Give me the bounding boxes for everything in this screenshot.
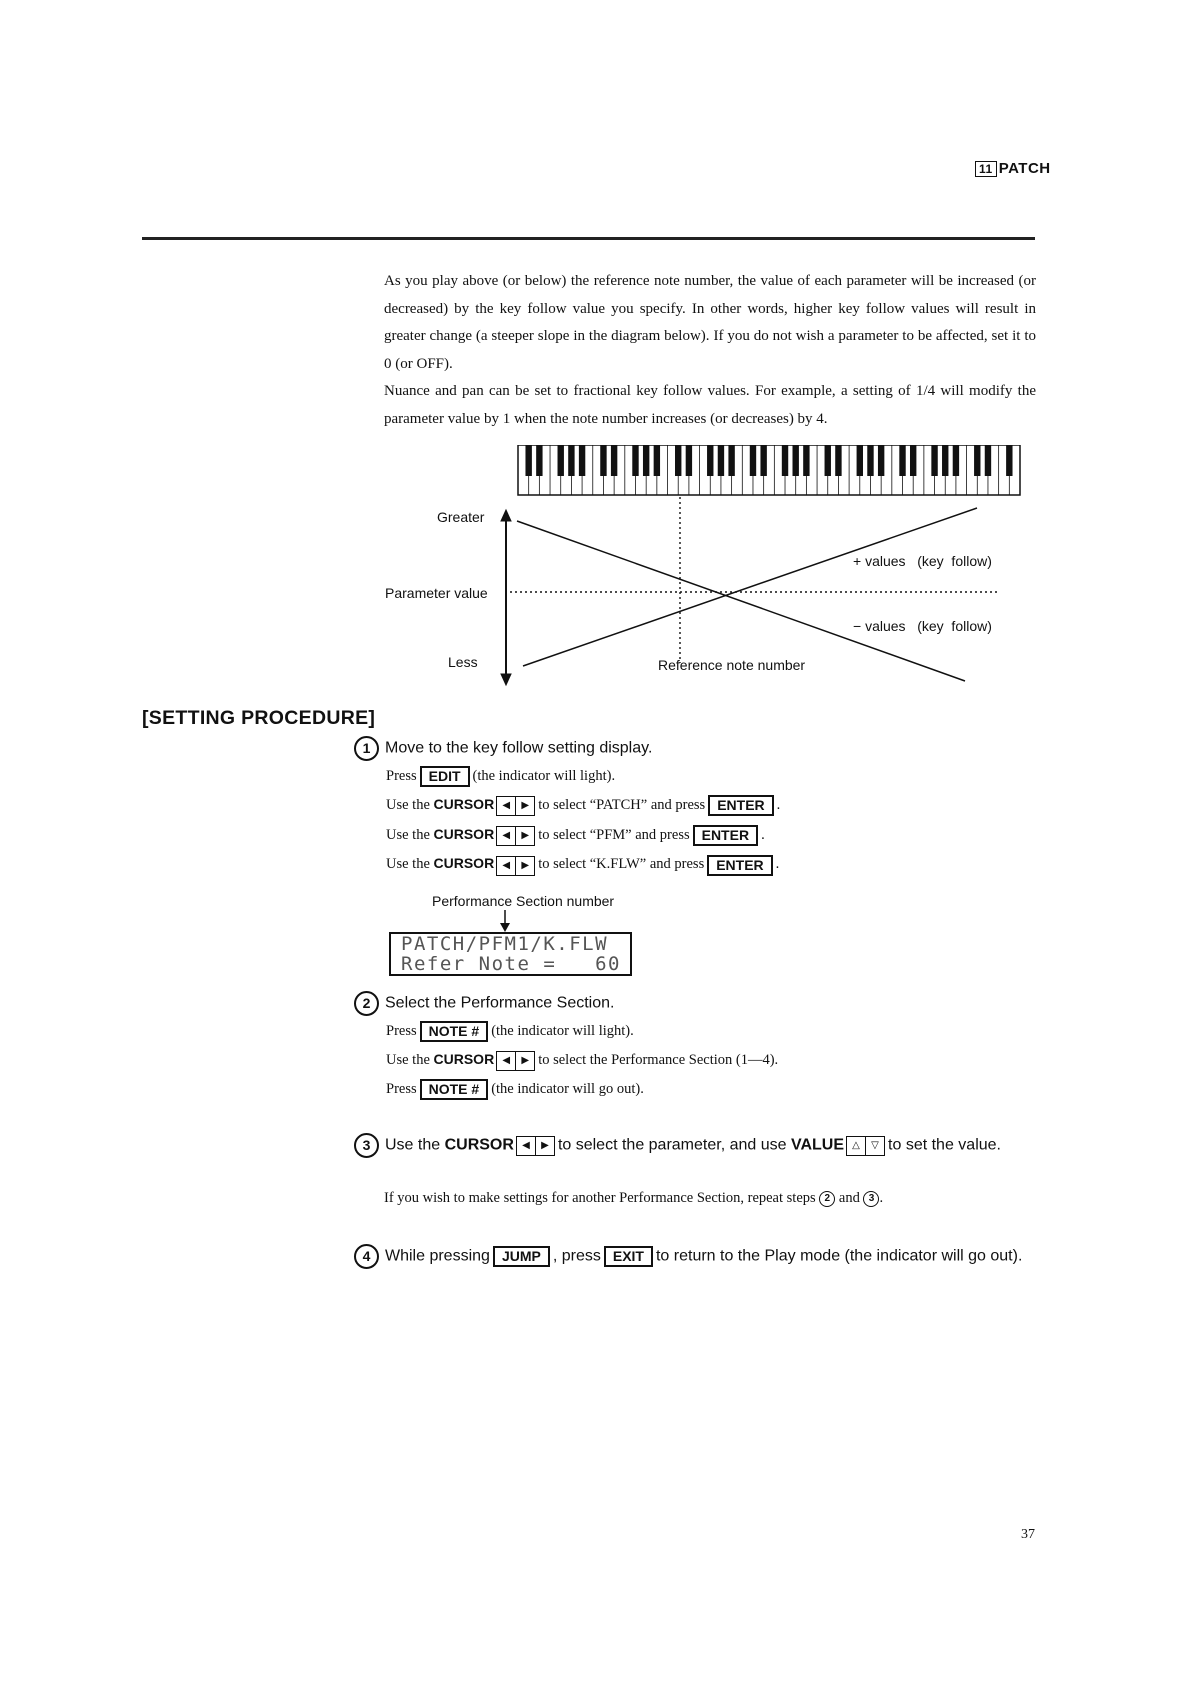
cursor-right-icon: ▶ xyxy=(515,796,535,816)
black-key xyxy=(728,445,734,476)
step-2-text: Select the Performance Section. xyxy=(385,994,615,1012)
cursor-right-icon: ▶ xyxy=(515,1051,535,1071)
black-key xyxy=(857,445,863,476)
up-arrow-icon xyxy=(501,510,511,521)
step-2-heading xyxy=(354,991,614,1016)
step-1-line-4: Use the CURSOR ◀ ▶ to select “K.FLW” and press ENTER . xyxy=(386,849,780,879)
black-key xyxy=(750,445,756,476)
black-key xyxy=(675,445,681,476)
keyboard-illustration xyxy=(518,445,1020,495)
cursor-right-icon: ▶ xyxy=(515,826,535,846)
black-key xyxy=(579,445,585,476)
value-down-icon: ▽ xyxy=(865,1136,885,1156)
black-key xyxy=(931,445,937,476)
black-key xyxy=(803,445,809,476)
plus-values-line xyxy=(523,508,977,666)
black-key xyxy=(536,445,542,476)
label-plus-values: + values (key follow) xyxy=(853,553,992,569)
black-key xyxy=(825,445,831,476)
lcd-caption: Performance Section number xyxy=(432,893,615,909)
procedure-title: [SETTING PROCEDURE] xyxy=(142,707,376,729)
cursor-keys xyxy=(497,1047,535,1075)
label-parameter-value: Parameter value xyxy=(385,585,488,601)
label-minus-values: − values (key follow) xyxy=(853,618,992,634)
down-arrow-icon xyxy=(501,674,511,685)
intro-text xyxy=(384,268,1036,433)
step-3: 3 Use the CURSOR ◀ ▶ to select the parameter, and use VALUE △ ▽ to set the value. xyxy=(354,1133,1001,1158)
value-keys xyxy=(847,1136,885,1156)
black-key xyxy=(1006,445,1012,476)
section-header xyxy=(975,160,1051,177)
black-key xyxy=(558,445,564,476)
black-key xyxy=(878,445,884,476)
black-key xyxy=(782,445,788,476)
step-2-line-3: Press NOTE # (the indicator will go out). xyxy=(386,1075,778,1103)
cursor-left-icon: ◀ xyxy=(516,1136,536,1156)
cursor-right-icon: ▶ xyxy=(535,1136,555,1156)
black-key xyxy=(600,445,606,476)
black-key xyxy=(568,445,574,476)
cursor-left-icon: ◀ xyxy=(496,1051,516,1071)
down-arrow-icon xyxy=(498,910,512,932)
step-2-number: 2 xyxy=(354,991,379,1016)
step-ref-3: 3 xyxy=(863,1191,879,1207)
repeat-note: If you wish to make settings for another Performance Section, repeat steps 2 and 3 . xyxy=(384,1190,884,1206)
enter-key: ENTER xyxy=(707,855,772,876)
label-greater: Greater xyxy=(437,509,485,525)
step-1-line-1: Press EDIT (the indicator will light). xyxy=(386,762,780,790)
black-key xyxy=(611,445,617,476)
step-1-instructions xyxy=(386,762,780,879)
step-1-line-3: Use the CURSOR ◀ ▶ to select “PFM” and press ENTER . xyxy=(386,820,780,850)
cursor-right-icon: ▶ xyxy=(515,856,535,876)
intro-paragraph-2: Nuance and pan can be set to fractional key follow values. For example, a setting of 1/4 will modify the parameter value by 1 when the note number increases (or decreases) by 4. xyxy=(384,383,1036,427)
cursor-keys xyxy=(497,851,535,879)
step-1-line-2: Use the CURSOR ◀ ▶ to select “PATCH” and press ENTER . xyxy=(386,790,780,820)
intro-paragraph-1: As you play above (or below) the reference note number, the value of each parameter will be increased (or decreased) by the key follow value you specify. In other words, higher key follow values will result in greater change (a steeper slope in the diagram below). If you do not wish a parameter to be affected, set it to 0 (or OFF). xyxy=(384,273,1036,372)
step-1-number: 1 xyxy=(354,736,379,761)
step-4: 4 While pressing JUMP , press EXIT to return to the Play mode (the indicator will go out). xyxy=(354,1244,1022,1269)
black-key xyxy=(525,445,531,476)
cursor-keys xyxy=(497,821,535,849)
black-key xyxy=(643,445,649,476)
note-key: NOTE # xyxy=(420,1079,489,1100)
step-ref-2: 2 xyxy=(819,1191,835,1207)
lcd-line-2: Refer Note = 60 xyxy=(401,953,621,975)
key-follow-diagram xyxy=(380,445,1030,695)
cursor-left-icon: ◀ xyxy=(496,796,516,816)
cursor-keys xyxy=(517,1136,555,1156)
black-key xyxy=(867,445,873,476)
step-4-number: 4 xyxy=(354,1244,379,1269)
step-3-number: 3 xyxy=(354,1133,379,1158)
value-up-icon: △ xyxy=(846,1136,866,1156)
cursor-left-icon: ◀ xyxy=(496,826,516,846)
lcd-line-1: PATCH/PFM1/K.FLW xyxy=(401,933,609,955)
label-reference-note: Reference note number xyxy=(658,657,806,673)
black-key xyxy=(974,445,980,476)
page-number: 37 xyxy=(1021,1527,1035,1542)
black-key xyxy=(953,445,959,476)
step-1-text: Move to the key follow setting display. xyxy=(385,739,653,757)
header-rule xyxy=(142,237,1035,240)
section-name: PATCH xyxy=(998,160,1051,177)
black-key xyxy=(760,445,766,476)
enter-key: ENTER xyxy=(693,825,758,846)
black-key xyxy=(686,445,692,476)
enter-key: ENTER xyxy=(708,795,773,816)
section-number: 11 xyxy=(975,161,997,177)
black-key xyxy=(632,445,638,476)
edit-key: EDIT xyxy=(420,766,470,787)
label-less: Less xyxy=(448,654,478,670)
note-key: NOTE # xyxy=(420,1021,489,1042)
step-2-line-2: Use the CURSOR ◀ ▶ to select the Performance Section (1—4). xyxy=(386,1045,778,1075)
black-key xyxy=(707,445,713,476)
black-key xyxy=(835,445,841,476)
black-key xyxy=(985,445,991,476)
cursor-keys xyxy=(497,792,535,820)
black-key xyxy=(942,445,948,476)
black-key xyxy=(899,445,905,476)
jump-key: JUMP xyxy=(493,1246,550,1267)
black-key xyxy=(910,445,916,476)
black-key xyxy=(792,445,798,476)
black-key xyxy=(718,445,724,476)
exit-key: EXIT xyxy=(604,1246,653,1267)
step-2-instructions xyxy=(386,1017,778,1103)
step-1-heading xyxy=(354,736,652,761)
step-2-line-1: Press NOTE # (the indicator will light). xyxy=(386,1017,778,1045)
cursor-left-icon: ◀ xyxy=(496,856,516,876)
lcd-display xyxy=(389,932,632,976)
black-key xyxy=(654,445,660,476)
